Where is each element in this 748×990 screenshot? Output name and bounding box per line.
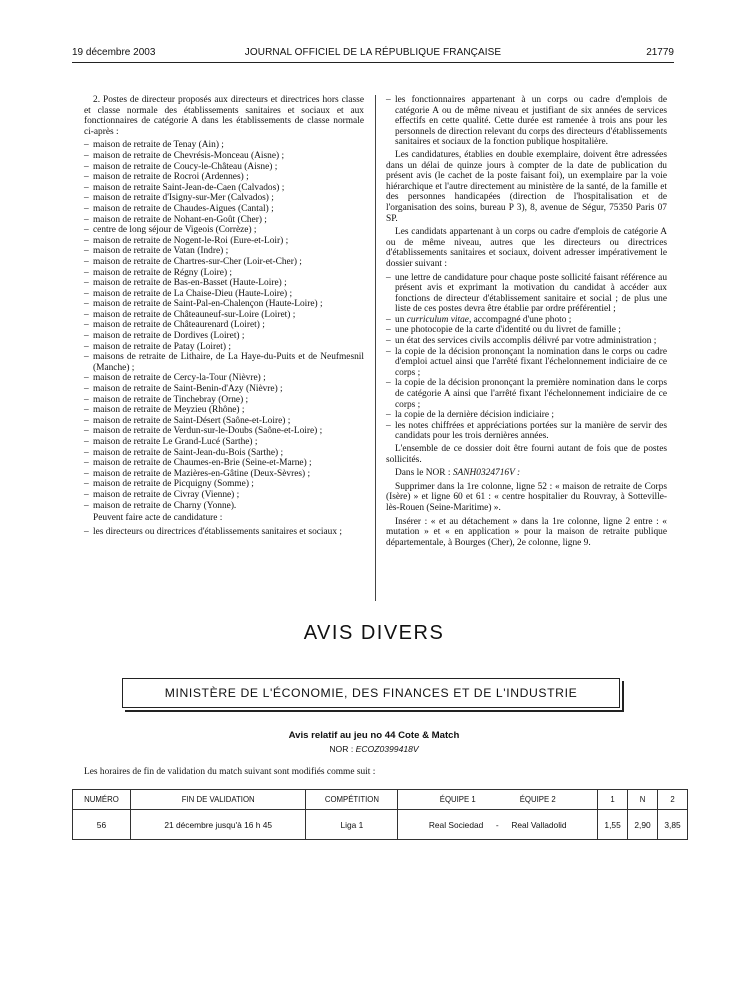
nor-code: SANH0324716V : — [452, 468, 521, 479]
table-row — [73, 810, 688, 840]
list-item: – maison de retraite Saint-Jean-de-Caen (Calvados) ; — [84, 183, 364, 194]
continued-list — [386, 95, 667, 148]
list-item: – maison de retraite de Chevrésis-Monceau (Aisne) ; — [84, 151, 364, 162]
list-item: – maison de retraite de Tinchebray (Orne) ; — [84, 395, 364, 406]
list-item: – maison de retraite de Rocroi (Ardennes) ; — [84, 172, 364, 183]
list-item: – maison de retraite de Tenay (Ain) ; — [84, 140, 364, 151]
cell-odds-1: 1,55 — [598, 810, 628, 840]
list-item: – maison de retraite Le Grand-Lucé (Sarthe) ; — [84, 437, 364, 448]
dossier-list — [386, 273, 667, 443]
nor-prefix: Dans le NOR : — [395, 468, 453, 479]
header-date: 19 décembre 2003 — [72, 47, 156, 58]
avis-intro: Les horaires de fin de validation du match suivant sont modifiés comme suit : — [84, 767, 376, 777]
para-candidats: Les candidats appartenant à un corps ou cadre d'emplois de catégorie A ou de même niveau, autres que les directeurs ou directrices d'établissements sanitaires et sociaux, doivent adresser impérativement le dossier suivant : — [386, 227, 667, 269]
list-item: – centre de long séjour de Vigeois (Corrèze) ; — [84, 225, 364, 236]
para-ensemble: L'ensemble de ce dossier doit être fourni autant de fois que de postes sollicités. — [386, 444, 667, 465]
cell-odds-n: 2,90 — [628, 810, 658, 840]
cell-fin-validation: 21 décembre jusqu'à 16 h 45 — [130, 810, 306, 840]
list-item: – maison de retraite de Verdun-sur-le-Doubs (Saône-et-Loire) ; — [84, 426, 364, 437]
ministry-name: MINISTÈRE DE L'ÉCONOMIE, DES FINANCES ET DE L'INDUSTRIE — [164, 686, 578, 700]
list-item: – maison de retraite de Saint-Désert (Saône-et-Loire) ; — [84, 416, 364, 427]
list-item: – maison de retraite de Saint-Jean-du-Bois (Sarthe) ; — [84, 448, 364, 459]
cell-dash: - — [495, 819, 499, 830]
nor-reference — [386, 468, 667, 479]
table-header-row — [73, 790, 688, 810]
header-odds-2: 2 — [658, 790, 688, 810]
list-item: – maison de retraite de Régny (Loire) ; — [84, 268, 364, 279]
dossier-item: – une photocopie de la carte d'identité ou du livret de famille ; — [386, 325, 667, 336]
list-item: – maison de retraite de Châteauneuf-sur-Loire (Loiret) ; — [84, 310, 364, 321]
header-page-number: 21779 — [646, 47, 674, 58]
cell-equipe-2: Real Valladolid — [511, 819, 567, 830]
list-item: – maison de retraite de Mazières-en-Gâtine (Deux-Sèvres) ; — [84, 469, 364, 480]
left-intro: 2. Postes de directeur proposés aux directeurs et directrices hors classe et classe normale des établissements sanitaires et sociaux et aux fonctionnaires de catégorie A dans les établissements de classe normale ci-après : — [84, 95, 364, 137]
list-item: – maison de retraite de Bas-en-Basset (Haute-Loire) ; — [84, 278, 364, 289]
para-candidatures: Les candidatures, établies en double exemplaire, doivent être adressées dans un délai de quinze jours à compter de la date de publication du présent avis (le cachet de la poste faisant foi), un exemplaire par la voie hiérarchique et l'autre directement au ministère de la santé, de la famille et des personnes handicapées (direction de l'hospitalisation et de l'organisation des soins, bureau P 3), 8, avenue de Ségur, 75350 Paris 07 SP. — [386, 149, 667, 224]
para-supprimer: Supprimer dans la 1re colonne, ligne 52 : « maison de retraite de Corps (Isère) » et ligne 60 et 61 : « centre hospitalier du Rouvray, à Sotteville-lès-Rouen (Seine-Maritime) ». — [386, 481, 667, 513]
cv-italic: curriculum vitae — [406, 314, 469, 325]
ministry-box — [122, 678, 620, 708]
para-inserer: Insérer : « et au détachement » dans la 1re colonne, ligne 2 entre : « mutation » et « en application » pour la maison de retraite publique départementale, à Bourges (Cher), 2e colonne, ligne 9. — [386, 516, 667, 548]
header-equipes — [398, 790, 598, 810]
dossier-item: – la copie de la dernière décision indiciaire ; — [386, 410, 667, 421]
list-item: – maison de retraite de Patay (Loiret) ; — [84, 342, 364, 353]
list-item: – maison de retraite de Nohant-en-Goût (Cher) ; — [84, 215, 364, 226]
column-divider — [375, 95, 376, 601]
list-item: – maison de retraite de Châteaurenard (Loiret) ; — [84, 320, 364, 331]
cv-suffix: , accompagné d'une photo ; — [468, 314, 572, 325]
list-item: – maison de retraite de Nogent-le-Roi (Eure-et-Loir) ; — [84, 236, 364, 247]
header-title: JOURNAL OFFICIEL DE LA RÉPUBLIQUE FRANÇAISE — [244, 47, 502, 58]
list-item: – maison de retraite de Vatan (Indre) ; — [84, 246, 364, 257]
cell-equipe-1: Real Sociedad — [428, 819, 484, 830]
header-equipe-2: ÉQUIPE 2 — [519, 795, 556, 804]
header-fin-validation: FIN DE VALIDATION — [130, 790, 306, 810]
section-title-avis-divers: AVIS DIVERS — [303, 622, 445, 644]
cell-numero: 56 — [73, 810, 131, 840]
list-item: – maison de retraite de Dordives (Loiret) ; — [84, 331, 364, 342]
right-column — [386, 95, 667, 551]
dossier-item-cv — [386, 315, 667, 326]
cell-equipes — [398, 810, 598, 840]
header-numero: NUMÉRO — [73, 790, 131, 810]
list-item: – maison de retraite de Chaudes-Aigues (Cantal) ; — [84, 204, 364, 215]
dossier-item: – la copie de la décision prononçant la première nomination dans le corps de catégorie A ainsi que l'arrêté fixant l'échelonnement indiciaire de ce corps ; — [386, 378, 667, 410]
list-item: – maisons de retraite de Lithaire, de La Haye-du-Puits et de Neufmesnil (Manche) ; — [84, 352, 364, 373]
list-item: – maison de retraite de Saint-Pal-en-Chalençon (Haute-Loire) ; — [84, 299, 364, 310]
avis-nor-code: ECOZ0399418V — [355, 744, 419, 754]
candidature-intro: Peuvent faire acte de candidature : — [93, 513, 223, 524]
list-item: – maison de retraite de Picquigny (Somme) ; — [84, 479, 364, 490]
continued-item: – les fonctionnaires appartenant à un corps ou cadre d'emplois de catégorie A ou de même niveau et justifiant de six années de services effectifs en cette qualité. Cette durée est ramenée à trois ans pour les personnels de direction relevant du corps des directeurs d'établissements sanitaires et sociaux de la fonction publique hospitalière. — [386, 95, 667, 148]
list-item: – maison de retraite de Chaumes-en-Brie (Seine-et-Marne) ; — [84, 458, 364, 469]
header-odds-1: 1 — [598, 790, 628, 810]
avis-nor-label: NOR : — [329, 744, 356, 754]
list-item: – maison de retraite de Chartres-sur-Cher (Loir-et-Cher) ; — [84, 257, 364, 268]
list-item: – maison de retraite de Meyzieu (Rhône) ; — [84, 405, 364, 416]
list-item: – maison de retraite de Charny (Yonne). — [84, 501, 364, 512]
dossier-item: – les notes chiffrées et appréciations portées sur la manière de servir des candidats pour les trois dernières années. — [386, 421, 667, 442]
list-item: – maison de retraite de Civray (Vienne) ; — [84, 490, 364, 501]
header-equipe-1: ÉQUIPE 1 — [439, 795, 476, 804]
dossier-item: – un état des services civils accomplis délivré par votre administration ; — [386, 336, 667, 347]
cv-prefix: un — [395, 314, 407, 325]
dossier-item: – une lettre de candidature pour chaque poste sollicité faisant référence au présent avis et exprimant la motivation du candidat à accéder aux fonctions de directeur d'établissement sanitaire et social ; de plus une liste de ces postes devra être établie par ordre préférentiel ; — [386, 273, 667, 315]
list-item: – maison de retraite d'Isigny-sur-Mer (Calvados) ; — [84, 193, 364, 204]
match-table — [72, 789, 688, 840]
list-item: – maison de retraite de Cercy-la-Tour (Nièvre) ; — [84, 373, 364, 384]
header-competition: COMPÉTITION — [306, 790, 398, 810]
candidature-list — [84, 527, 364, 538]
avis-nor — [0, 744, 748, 754]
list-item: – maison de retraite de Saint-Benin-d'Azy (Nièvre) ; — [84, 384, 364, 395]
list-item: – maison de retraite de La Chaise-Dieu (Haute-Loire) ; — [84, 289, 364, 300]
candidature-item: – les directeurs ou directrices d'établissements sanitaires et sociaux ; — [84, 527, 364, 538]
left-column — [84, 95, 364, 539]
cell-competition: Liga 1 — [306, 810, 398, 840]
dossier-item: – la copie de la décision prononçant la nomination dans le corps ou cadre d'emploi actuel ainsi que l'arrêté fixant l'échelonnement indiciaire de ce corps ; — [386, 347, 667, 379]
cell-odds-2: 3,85 — [658, 810, 688, 840]
page-header — [72, 47, 674, 61]
header-odds-n: N — [628, 790, 658, 810]
list-item: – maison de retraite de Coucy-le-Château (Aisne) ; — [84, 162, 364, 173]
header-rule — [72, 62, 674, 63]
avis-title: Avis relatif au jeu no 44 Cote & Match — [288, 730, 460, 741]
establishments-list — [84, 140, 364, 511]
